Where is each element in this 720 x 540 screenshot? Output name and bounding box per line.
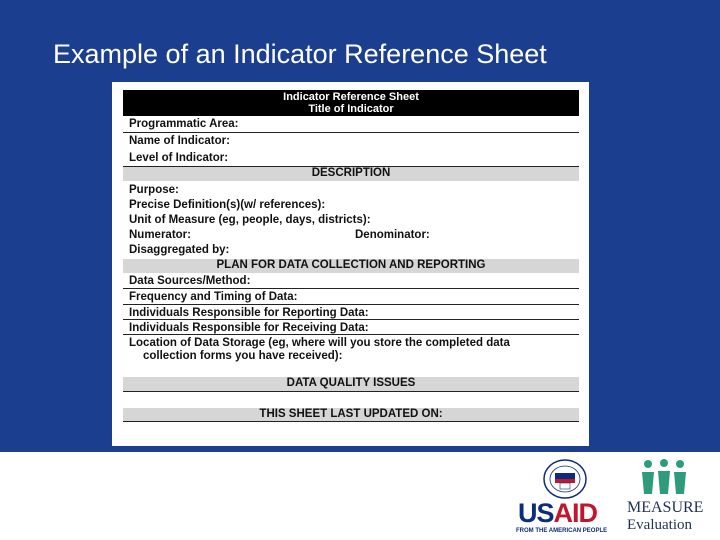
field-programmatic-area: Programmatic Area:: [129, 118, 239, 130]
measure-people-icon: [638, 458, 690, 498]
slide-title: Example of an Indicator Reference Sheet: [53, 39, 547, 69]
field-unit-of-measure: Unit of Measure (eg, people, days, districts):: [129, 214, 371, 226]
field-precise-definition: Precise Definition(s)(w/ references):: [129, 199, 326, 211]
field-denominator: Denominator:: [355, 229, 430, 241]
field-purpose: Purpose:: [129, 184, 179, 196]
field-data-sources: Data Sources/Method:: [129, 275, 251, 287]
indicator-reference-sheet: [112, 82, 589, 446]
field-location-storage-line1: Location of Data Storage (eg, where will you store the completed data: [129, 337, 510, 349]
section-data-quality: DATA QUALITY ISSUES: [123, 377, 579, 391]
field-location-storage-line2: collection forms you have received):: [143, 350, 343, 362]
divider: [123, 288, 579, 289]
sheet-header-title: Indicator Reference Sheet: [283, 91, 419, 103]
sheet-header: [123, 90, 579, 116]
section-plan: PLAN FOR DATA COLLECTION AND REPORTING: [123, 259, 579, 273]
section-description: DESCRIPTION: [123, 167, 579, 181]
measure-logo-sub: Evaluation: [627, 517, 692, 533]
field-responsible-receiving: Individuals Responsible for Receiving Data:: [129, 322, 369, 334]
field-disaggregated-by: Disaggregated by:: [129, 244, 230, 256]
divider: [123, 391, 579, 392]
section-last-updated: THIS SHEET LAST UPDATED ON:: [123, 408, 579, 421]
field-level-of-indicator: Level of Indicator:: [129, 152, 229, 164]
divider: [123, 421, 579, 422]
sheet-header-subtitle: Title of Indicator: [308, 103, 394, 115]
divider: [123, 132, 579, 133]
footer-logos: [510, 455, 720, 540]
divider: [123, 304, 579, 305]
field-numerator: Numerator:: [129, 229, 191, 241]
divider: [123, 334, 579, 335]
usaid-logo-text: USAID: [518, 498, 598, 528]
field-frequency-timing: Frequency and Timing of Data:: [129, 291, 298, 303]
divider: [123, 319, 579, 320]
field-name-of-indicator: Name of Indicator:: [129, 135, 230, 147]
usaid-seal-icon: [542, 458, 588, 500]
usaid-tagline: FROM THE AMERICAN PEOPLE: [516, 528, 608, 534]
field-responsible-reporting: Individuals Responsible for Reporting Data:: [129, 307, 369, 319]
field-numerator-denominator: [123, 228, 579, 242]
measure-logo-name: MEASURE: [627, 499, 704, 516]
